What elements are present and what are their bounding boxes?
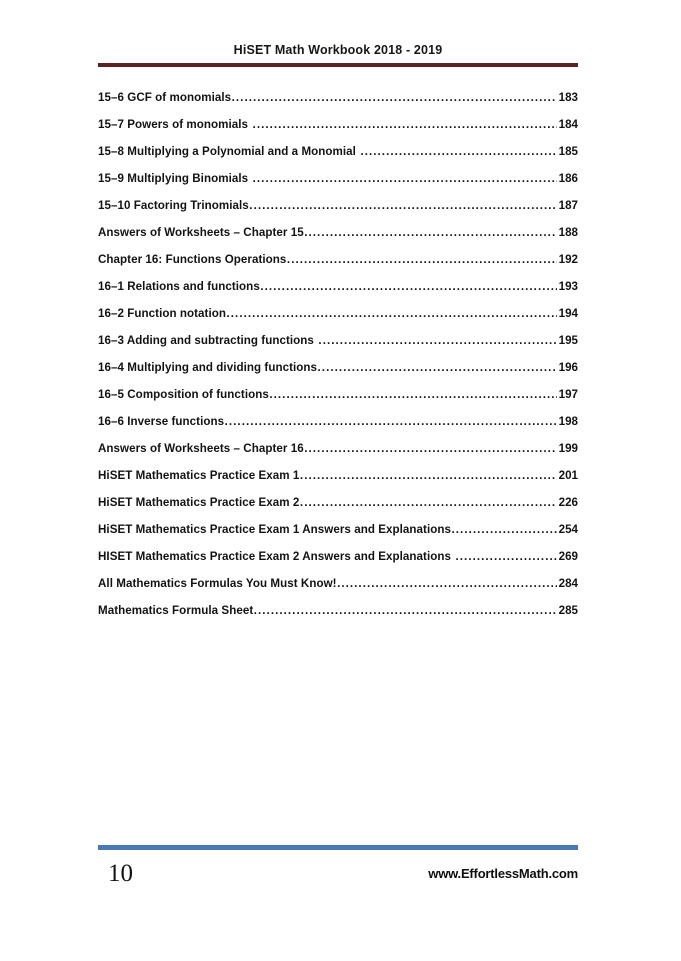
- toc-entry[interactable]: [98, 145, 578, 172]
- toc-entry-label: 16–3 Adding and subtracting functions: [98, 334, 314, 347]
- toc-entry-label: HiSET Mathematics Practice Exam 1: [98, 469, 300, 482]
- toc-entry-page-number: 198: [558, 415, 578, 428]
- toc-entry-label: 16–6 Inverse functions: [98, 415, 225, 428]
- header-title: HiSET Math Workbook 2018 - 2019: [233, 43, 443, 57]
- toc-dot-leader: [360, 145, 557, 157]
- toc-entry[interactable]: [98, 469, 578, 496]
- toc-dot-leader: [269, 388, 557, 400]
- toc-entry-page-number: 269: [558, 550, 578, 563]
- toc-dot-leader: [300, 469, 557, 481]
- toc-entry-label: HISET Mathematics Practice Exam 2 Answers and Explanations: [98, 550, 451, 563]
- toc-entry-page-number: 187: [558, 199, 578, 212]
- toc-dot-leader: [254, 604, 557, 616]
- toc-entry[interactable]: [98, 118, 578, 145]
- header-divider: [98, 63, 578, 67]
- page-number: 10: [108, 860, 133, 887]
- toc-entry-label: 16–5 Composition of functions: [98, 388, 269, 401]
- toc-entry[interactable]: [98, 172, 578, 199]
- toc-dot-leader: [300, 496, 557, 508]
- toc-entry-page-number: 193: [558, 280, 578, 293]
- toc-entry-label: HiSET Mathematics Practice Exam 1 Answers and Explanations: [98, 523, 451, 536]
- toc-dot-leader: [225, 415, 558, 427]
- toc-entry[interactable]: [98, 577, 578, 604]
- toc-entry-page-number: 284: [558, 577, 578, 590]
- toc-entry-label: 15–9 Multiplying Binomials: [98, 172, 249, 185]
- toc-entry-label: All Mathematics Formulas You Must Know!: [98, 577, 337, 590]
- toc-entry[interactable]: [98, 388, 578, 415]
- toc-entry-page-number: 226: [558, 496, 578, 509]
- toc-dot-leader: [253, 172, 558, 184]
- toc-entry-label: Chapter 16: Functions Operations: [98, 253, 287, 266]
- toc-entry-label: 16–2 Function notation: [98, 307, 226, 320]
- toc-entry-label: 16–1 Relations and functions: [98, 280, 260, 293]
- toc-entry-label: 15–10 Factoring Trinomials: [98, 199, 249, 212]
- toc-entry[interactable]: [98, 199, 578, 226]
- toc-entry[interactable]: [98, 334, 578, 361]
- toc-dot-leader: [232, 91, 558, 103]
- toc-dot-leader: [227, 307, 558, 319]
- toc-entry-page-number: 183: [558, 91, 578, 104]
- toc-entry-page-number: 192: [558, 253, 578, 266]
- toc-entry[interactable]: [98, 415, 578, 442]
- toc-entry-page-number: 254: [558, 523, 578, 536]
- toc-dot-leader: [260, 280, 557, 292]
- toc-entry[interactable]: [98, 496, 578, 523]
- toc-entry-page-number: 184: [558, 118, 578, 131]
- toc-entry-label: 15–7 Powers of monomials: [98, 118, 249, 131]
- toc-entry[interactable]: [98, 280, 578, 307]
- toc-entry-page-number: 197: [558, 388, 578, 401]
- toc-entry-page-number: 186: [558, 172, 578, 185]
- toc-entry-page-number: 201: [558, 469, 578, 482]
- toc-dot-leader: [456, 550, 558, 562]
- toc-entry-label: 15–6 GCF of monomials: [98, 91, 232, 104]
- toc-dot-leader: [287, 253, 557, 265]
- toc-entry-page-number: 285: [558, 604, 578, 617]
- page-header: [98, 42, 578, 67]
- toc-entry[interactable]: [98, 550, 578, 577]
- toc-dot-leader: [253, 118, 558, 130]
- toc-dot-leader: [452, 523, 558, 535]
- footer-content: [98, 859, 578, 889]
- toc-dot-leader: [318, 334, 557, 346]
- toc-entry[interactable]: [98, 361, 578, 388]
- footer-divider: [98, 845, 578, 850]
- toc-entry-page-number: 196: [558, 361, 578, 374]
- toc-entry[interactable]: [98, 307, 578, 334]
- toc-dot-leader: [304, 226, 557, 238]
- toc-entry[interactable]: [98, 226, 578, 253]
- toc-entry[interactable]: [98, 91, 578, 118]
- toc-entry-label: Answers of Worksheets – Chapter 16: [98, 442, 304, 455]
- toc-dot-leader: [337, 577, 557, 589]
- toc-entry[interactable]: [98, 442, 578, 469]
- toc-entry-label: 16–4 Multiplying and dividing functions: [98, 361, 318, 374]
- toc-entry-page-number: 199: [558, 442, 578, 455]
- toc-dot-leader: [318, 361, 558, 373]
- toc-dot-leader: [249, 199, 557, 211]
- toc-dot-leader: [304, 442, 557, 454]
- site-url[interactable]: www.EffortlessMath.com: [428, 866, 578, 881]
- toc-entry-page-number: 185: [558, 145, 578, 158]
- table-of-contents: [98, 91, 578, 631]
- toc-entry[interactable]: [98, 604, 578, 631]
- toc-entry-page-number: 195: [558, 334, 578, 347]
- toc-entry[interactable]: [98, 523, 578, 550]
- page-footer: [98, 845, 578, 889]
- toc-entry-label: Mathematics Formula Sheet: [98, 604, 254, 617]
- toc-entry-label: Answers of Worksheets – Chapter 15: [98, 226, 304, 239]
- toc-entry-label: HiSET Mathematics Practice Exam 2: [98, 496, 300, 509]
- toc-entry-label: 15–8 Multiplying a Polynomial and a Monomial: [98, 145, 356, 158]
- toc-entry-page-number: 188: [558, 226, 578, 239]
- toc-entry-page-number: 194: [558, 307, 578, 320]
- toc-entry[interactable]: [98, 253, 578, 280]
